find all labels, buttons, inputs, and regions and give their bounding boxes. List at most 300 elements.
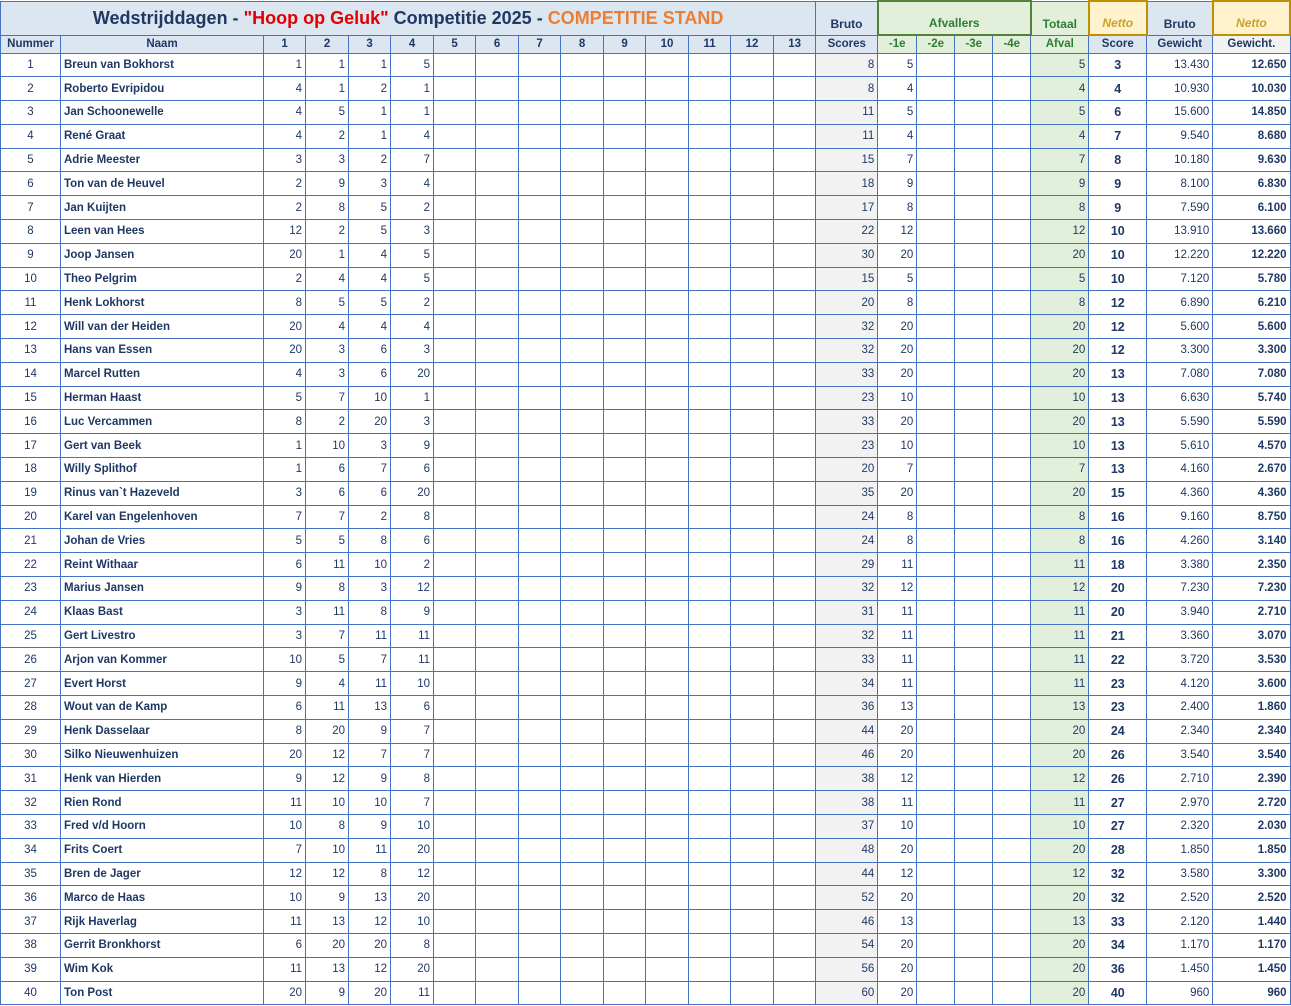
cell-day-11 [689,410,731,434]
cell-afval-2 [917,124,955,148]
cell-afval-2 [917,362,955,386]
cell-afval-4 [993,815,1031,839]
cell-day-4: 5 [391,243,434,267]
cell-day-4: 12 [391,862,434,886]
cell-day-9 [604,148,646,172]
cell-day-1: 2 [264,267,306,291]
cell-afval-3 [955,600,993,624]
cell-afval-3 [955,77,993,101]
cell-netto-score: 32 [1089,862,1147,886]
cell-afval-3 [955,53,993,77]
cell-afval-3 [955,743,993,767]
cell-day-8 [561,291,604,315]
cell-totaal-afval: 11 [1031,791,1089,815]
cell-afval-1: 12 [878,767,917,791]
cell-afval-3 [955,220,993,244]
cell-bruto-gewicht: 5.610 [1147,434,1213,458]
cell-day-3: 20 [349,410,391,434]
cell-day-8 [561,172,604,196]
cell-day-5 [434,77,476,101]
cell-day-13 [774,291,816,315]
cell-day-5 [434,957,476,981]
table-row [1,719,1291,743]
cell-day-12 [731,434,774,458]
cell-day-9 [604,481,646,505]
cell-day-8 [561,815,604,839]
cell-afval-4 [993,696,1031,720]
table-row [1,910,1291,934]
cell-totaal-afval: 13 [1031,910,1089,934]
cell-day-5 [434,981,476,1005]
cell-day-1: 20 [264,339,306,363]
column-header-day-8: 8 [561,35,604,53]
table-row [1,386,1291,410]
cell-day-12 [731,624,774,648]
cell-day-11 [689,101,731,125]
cell-day-8 [561,648,604,672]
cell-day-7 [519,529,561,553]
cell-nummer: 33 [1,815,61,839]
cell-day-2: 11 [306,600,349,624]
cell-day-12 [731,886,774,910]
cell-afval-3 [955,862,993,886]
table-row [1,124,1291,148]
cell-bruto-scores: 32 [816,339,878,363]
table-row [1,838,1291,862]
cell-netto-gewicht: 12.220 [1213,243,1290,267]
cell-naam: Wim Kok [61,957,264,981]
cell-day-4: 4 [391,172,434,196]
cell-day-12 [731,410,774,434]
cell-day-6 [476,339,519,363]
cell-afval-4 [993,53,1031,77]
cell-day-8 [561,243,604,267]
column-header-day-12: 12 [731,35,774,53]
cell-afval-2 [917,339,955,363]
cell-day-6 [476,172,519,196]
table-row [1,267,1291,291]
table-row [1,672,1291,696]
cell-bruto-gewicht: 3.720 [1147,648,1213,672]
cell-netto-gewicht: 5.740 [1213,386,1290,410]
cell-day-10 [646,410,689,434]
cell-day-11 [689,386,731,410]
cell-day-8 [561,672,604,696]
cell-bruto-gewicht: 1.450 [1147,957,1213,981]
cell-netto-gewicht: 3.070 [1213,624,1290,648]
cell-day-11 [689,981,731,1005]
cell-day-10 [646,577,689,601]
cell-day-7 [519,148,561,172]
cell-netto-gewicht: 3.530 [1213,648,1290,672]
cell-afval-2 [917,220,955,244]
cell-day-12 [731,981,774,1005]
cell-day-2: 1 [306,53,349,77]
cell-afval-1: 7 [878,148,917,172]
cell-day-8 [561,933,604,957]
cell-day-7 [519,172,561,196]
cell-day-4: 10 [391,672,434,696]
cell-bruto-gewicht: 7.230 [1147,577,1213,601]
cell-day-9 [604,886,646,910]
cell-day-7 [519,505,561,529]
cell-day-9 [604,267,646,291]
column-header-day-5: 5 [434,35,476,53]
cell-naam: Marcel Rutten [61,362,264,386]
cell-day-2: 5 [306,101,349,125]
cell-netto-score: 12 [1089,315,1147,339]
cell-bruto-scores: 36 [816,696,878,720]
cell-day-4: 10 [391,910,434,934]
cell-bruto-scores: 32 [816,624,878,648]
cell-netto-score: 23 [1089,672,1147,696]
cell-afval-2 [917,648,955,672]
cell-netto-score: 3 [1089,53,1147,77]
cell-afval-2 [917,577,955,601]
cell-nummer: 5 [1,148,61,172]
cell-day-7 [519,838,561,862]
cell-day-2: 13 [306,957,349,981]
cell-day-7 [519,220,561,244]
cell-day-7 [519,553,561,577]
cell-naam: Rijk Haverlag [61,910,264,934]
cell-day-7 [519,481,561,505]
cell-day-9 [604,696,646,720]
cell-day-4: 6 [391,458,434,482]
cell-day-1: 10 [264,648,306,672]
cell-day-5 [434,672,476,696]
cell-day-1: 9 [264,577,306,601]
cell-day-12 [731,505,774,529]
cell-day-11 [689,267,731,291]
cell-day-1: 5 [264,386,306,410]
cell-day-12 [731,315,774,339]
cell-day-12 [731,767,774,791]
cell-day-5 [434,101,476,125]
cell-day-6 [476,53,519,77]
cell-day-13 [774,172,816,196]
cell-day-4: 20 [391,362,434,386]
cell-afval-3 [955,886,993,910]
cell-nummer: 37 [1,910,61,934]
cell-day-5 [434,362,476,386]
cell-day-8 [561,410,604,434]
cell-bruto-gewicht: 15.600 [1147,101,1213,125]
table-row [1,101,1291,125]
cell-netto-gewicht: 4.360 [1213,481,1290,505]
cell-naam: Bren de Jager [61,862,264,886]
cell-netto-score: 4 [1089,77,1147,101]
cell-day-8 [561,862,604,886]
cell-day-2: 10 [306,434,349,458]
cell-day-8 [561,267,604,291]
cell-netto-gewicht: 8.750 [1213,505,1290,529]
cell-day-12 [731,957,774,981]
table-row [1,148,1291,172]
cell-afval-4 [993,886,1031,910]
cell-bruto-scores: 23 [816,386,878,410]
cell-afval-2 [917,101,955,125]
cell-bruto-gewicht: 2.120 [1147,910,1213,934]
cell-nummer: 18 [1,458,61,482]
cell-afval-4 [993,933,1031,957]
cell-afval-3 [955,553,993,577]
cell-netto-gewicht: 3.300 [1213,339,1290,363]
cell-day-9 [604,243,646,267]
cell-day-8 [561,148,604,172]
cell-afval-3 [955,267,993,291]
cell-day-10 [646,53,689,77]
cell-day-10 [646,886,689,910]
cell-day-12 [731,458,774,482]
cell-day-6 [476,624,519,648]
table-row [1,434,1291,458]
cell-day-11 [689,77,731,101]
cell-afval-3 [955,124,993,148]
cell-nummer: 28 [1,696,61,720]
cell-netto-gewicht: 2.390 [1213,767,1290,791]
cell-day-1: 20 [264,243,306,267]
cell-day-4: 7 [391,743,434,767]
cell-bruto-scores: 56 [816,957,878,981]
cell-day-8 [561,339,604,363]
cell-netto-gewicht: 1.860 [1213,696,1290,720]
cell-totaal-afval: 20 [1031,362,1089,386]
cell-day-2: 8 [306,196,349,220]
cell-day-10 [646,600,689,624]
cell-bruto-gewicht: 1.170 [1147,933,1213,957]
cell-afval-4 [993,957,1031,981]
cell-day-2: 1 [306,77,349,101]
cell-day-7 [519,957,561,981]
cell-afval-4 [993,172,1031,196]
cell-netto-score: 10 [1089,267,1147,291]
table-row [1,624,1291,648]
cell-nummer: 34 [1,838,61,862]
cell-bruto-scores: 15 [816,148,878,172]
cell-netto-score: 13 [1089,458,1147,482]
cell-bruto-scores: 11 [816,124,878,148]
cell-afval-1: 20 [878,243,917,267]
cell-naam: Theo Pelgrim [61,267,264,291]
cell-day-13 [774,386,816,410]
cell-day-1: 3 [264,481,306,505]
cell-day-10 [646,553,689,577]
column-header-day-10: 10 [646,35,689,53]
cell-day-8 [561,77,604,101]
cell-day-11 [689,220,731,244]
cell-day-6 [476,481,519,505]
cell-afval-2 [917,672,955,696]
cell-afval-2 [917,434,955,458]
cell-day-4: 8 [391,767,434,791]
table-row [1,410,1291,434]
cell-day-9 [604,743,646,767]
cell-day-12 [731,529,774,553]
cell-day-5 [434,172,476,196]
cell-day-6 [476,933,519,957]
cell-bruto-gewicht: 2.340 [1147,719,1213,743]
cell-day-7 [519,267,561,291]
cell-day-11 [689,624,731,648]
cell-day-1: 4 [264,362,306,386]
cell-afval-2 [917,196,955,220]
cell-day-11 [689,600,731,624]
cell-totaal-afval: 10 [1031,815,1089,839]
cell-bruto-scores: 33 [816,410,878,434]
cell-day-3: 1 [349,53,391,77]
cell-afval-1: 12 [878,862,917,886]
cell-netto-gewicht: 3.300 [1213,862,1290,886]
cell-day-2: 5 [306,291,349,315]
cell-day-10 [646,719,689,743]
cell-day-13 [774,862,816,886]
cell-day-4: 20 [391,886,434,910]
cell-afval-2 [917,696,955,720]
cell-afval-1: 4 [878,124,917,148]
cell-afval-3 [955,838,993,862]
cell-afval-4 [993,529,1031,553]
cell-day-13 [774,243,816,267]
cell-netto-score: 13 [1089,410,1147,434]
cell-afval-1: 11 [878,648,917,672]
cell-day-4: 8 [391,933,434,957]
cell-day-13 [774,481,816,505]
cell-day-3: 2 [349,77,391,101]
afvallers-group-header: Afvallers [878,1,1031,35]
cell-netto-gewicht: 10.030 [1213,77,1290,101]
cell-bruto-gewicht: 13.910 [1147,220,1213,244]
cell-day-13 [774,267,816,291]
cell-afval-2 [917,957,955,981]
cell-day-1: 12 [264,862,306,886]
cell-naam: Luc Vercammen [61,410,264,434]
cell-afval-2 [917,458,955,482]
cell-afval-3 [955,410,993,434]
cell-day-2: 9 [306,886,349,910]
cell-day-10 [646,386,689,410]
cell-nummer: 12 [1,315,61,339]
cell-nummer: 10 [1,267,61,291]
cell-afval-1: 20 [878,315,917,339]
cell-day-3: 10 [349,791,391,815]
cell-day-13 [774,410,816,434]
cell-day-9 [604,172,646,196]
cell-bruto-scores: 46 [816,910,878,934]
cell-day-4: 5 [391,53,434,77]
cell-day-12 [731,838,774,862]
cell-netto-gewicht: 7.230 [1213,577,1290,601]
cell-bruto-gewicht: 2.970 [1147,791,1213,815]
cell-day-6 [476,981,519,1005]
cell-day-3: 11 [349,624,391,648]
cell-day-4: 3 [391,339,434,363]
cell-day-12 [731,362,774,386]
cell-day-2: 20 [306,719,349,743]
cell-netto-gewicht: 1.440 [1213,910,1290,934]
cell-netto-gewicht: 3.140 [1213,529,1290,553]
cell-afval-1: 9 [878,172,917,196]
cell-day-5 [434,886,476,910]
cell-bruto-scores: 52 [816,886,878,910]
cell-day-10 [646,148,689,172]
cell-afval-1: 11 [878,600,917,624]
cell-day-13 [774,53,816,77]
cell-day-5 [434,386,476,410]
cell-day-11 [689,648,731,672]
cell-afval-2 [917,553,955,577]
cell-day-5 [434,577,476,601]
table-row [1,339,1291,363]
cell-day-4: 1 [391,386,434,410]
cell-day-5 [434,339,476,363]
cell-day-11 [689,577,731,601]
cell-day-7 [519,933,561,957]
cell-day-13 [774,101,816,125]
cell-day-4: 2 [391,553,434,577]
cell-netto-gewicht: 2.670 [1213,458,1290,482]
cell-afval-3 [955,791,993,815]
cell-day-5 [434,553,476,577]
cell-day-8 [561,553,604,577]
cell-day-3: 4 [349,267,391,291]
title-prefix: Wedstrijddagen - [92,7,244,28]
cell-day-9 [604,386,646,410]
cell-day-4: 4 [391,124,434,148]
cell-day-1: 1 [264,458,306,482]
cell-afval-3 [955,696,993,720]
cell-day-4: 7 [391,719,434,743]
cell-bruto-gewicht: 3.300 [1147,339,1213,363]
cell-afval-2 [917,53,955,77]
cell-day-12 [731,862,774,886]
cell-nummer: 40 [1,981,61,1005]
cell-day-3: 13 [349,696,391,720]
cell-day-12 [731,648,774,672]
cell-day-13 [774,743,816,767]
cell-day-10 [646,243,689,267]
cell-day-2: 5 [306,529,349,553]
cell-day-10 [646,910,689,934]
cell-day-6 [476,220,519,244]
cell-afval-4 [993,148,1031,172]
cell-day-5 [434,481,476,505]
cell-afval-1: 10 [878,386,917,410]
cell-day-10 [646,291,689,315]
cell-day-6 [476,791,519,815]
cell-afval-2 [917,267,955,291]
cell-bruto-gewicht: 2.710 [1147,767,1213,791]
cell-day-6 [476,838,519,862]
cell-day-4: 6 [391,696,434,720]
cell-naam: Karel van Engelenhoven [61,505,264,529]
cell-totaal-afval: 20 [1031,886,1089,910]
cell-nummer: 11 [1,291,61,315]
cell-day-9 [604,196,646,220]
cell-afval-3 [955,172,993,196]
cell-day-3: 12 [349,910,391,934]
cell-afval-1: 20 [878,957,917,981]
cell-afval-4 [993,719,1031,743]
table-row [1,243,1291,267]
cell-netto-gewicht: 3.600 [1213,672,1290,696]
cell-day-13 [774,600,816,624]
cell-bruto-scores: 8 [816,53,878,77]
cell-day-8 [561,719,604,743]
cell-day-11 [689,886,731,910]
cell-afval-4 [993,77,1031,101]
cell-day-12 [731,339,774,363]
